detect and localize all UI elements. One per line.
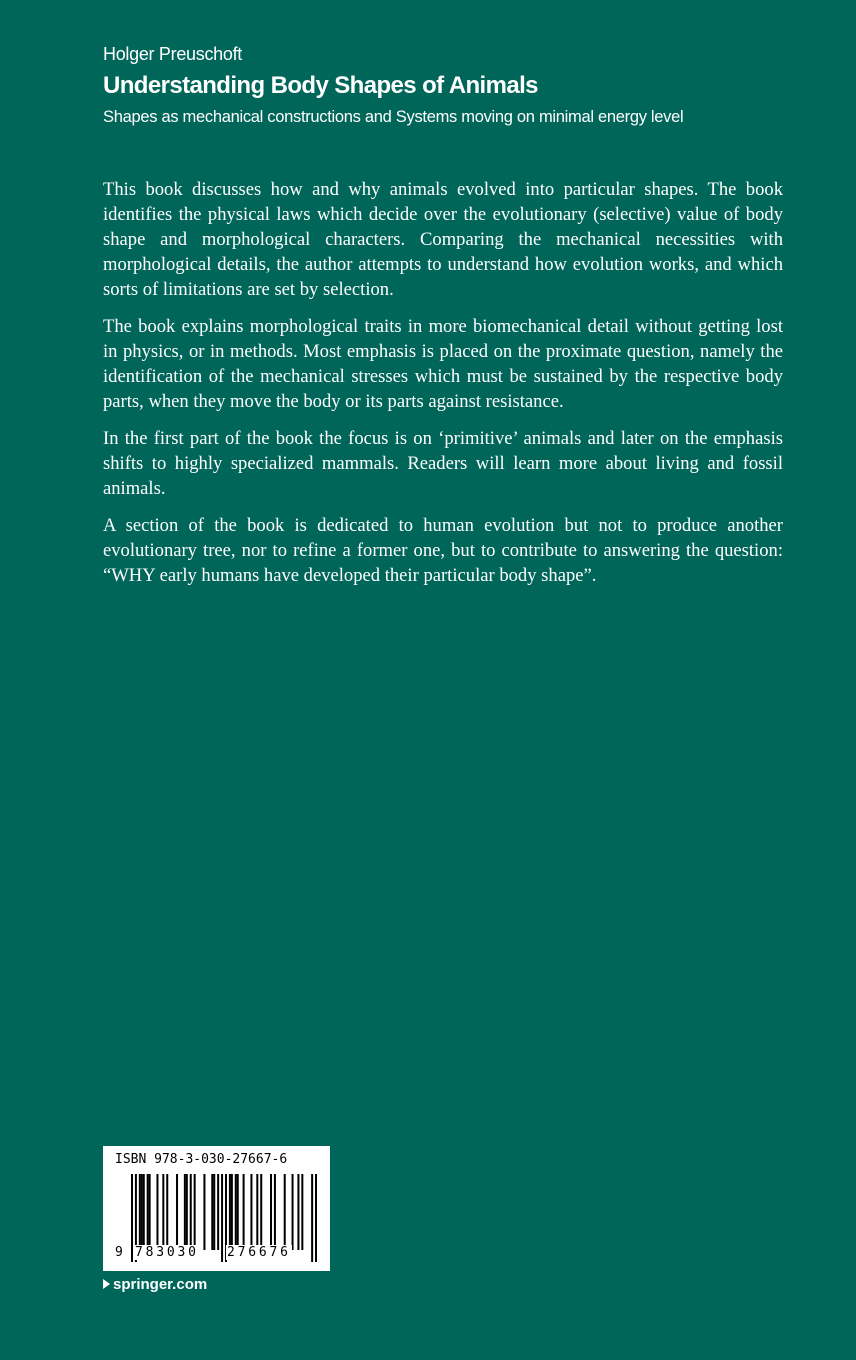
blurb-paragraph: In the first part of the book the focus is on ‘primitive’ animals and later on the emphasis shifts to highly specialized mammals. Readers will learn more about living and fossil animals. — [103, 428, 783, 499]
barcode-left-digits: 783030 — [135, 1245, 199, 1260]
barcode-bar — [211, 1174, 213, 1250]
blurb — [103, 177, 783, 600]
author-name: Holger Preuschoft — [103, 44, 242, 64]
publisher-url: springer.com — [113, 1276, 208, 1293]
play-arrow-icon — [103, 1279, 110, 1289]
barcode-bar — [194, 1174, 196, 1250]
barcode-bar — [149, 1174, 151, 1250]
book-title: Understanding Body Shapes of Animals — [103, 72, 538, 99]
blurb-paragraph: This book discusses how and why animals evolved into particular shapes. The book identifies the physical laws which decide over the evolutionary (selective) value of body shape and morphological characters. Comparing the mechanical necessities with morphological details, the author attempts to understand how evolution works, and which sorts of limitations are set by selection. — [103, 179, 783, 300]
barcode-bar — [217, 1174, 219, 1250]
barcode-bar — [297, 1174, 299, 1250]
barcode-bar — [131, 1174, 133, 1262]
barcode-bar — [162, 1174, 164, 1250]
barcode-bar — [243, 1174, 245, 1250]
barcode-bar — [203, 1174, 205, 1250]
barcode-bar — [143, 1174, 145, 1250]
barcode-bar — [315, 1174, 317, 1262]
barcode-bar — [311, 1174, 313, 1262]
barcode-bar — [166, 1174, 168, 1250]
barcode-bar — [176, 1174, 178, 1250]
barcode-right-digits: 276676 — [227, 1245, 291, 1260]
barcode-bar — [292, 1174, 294, 1250]
barcode-first-digit: 9 — [115, 1245, 123, 1260]
isbn-label: ISBN 978-3-030-27667-6 — [115, 1152, 288, 1167]
isbn-barcode-box — [103, 1146, 330, 1271]
barcode-bar — [235, 1174, 237, 1250]
barcode-bar — [274, 1174, 276, 1250]
blurb-paragraph: The book explains morphological traits in more biomechanical detail without getting lost in physics, or in methods. Most emphasis is placed on the proximate question, namely the identification of the mechanical stresses which must be sustained by the respective body parts, when they move the body or its parts against resistance. — [103, 316, 783, 412]
barcode-bar — [186, 1174, 188, 1250]
barcode-bar — [237, 1174, 239, 1250]
barcode-bar — [231, 1174, 233, 1250]
barcode-bar — [221, 1174, 223, 1262]
publisher-link[interactable] — [103, 1276, 207, 1293]
barcode-bar — [190, 1174, 192, 1250]
barcode-bar — [284, 1174, 286, 1250]
barcode-bar — [184, 1174, 186, 1250]
book-subtitle: Shapes as mechanical constructions and Systems moving on minimal energy level — [103, 108, 684, 126]
barcode-bar — [250, 1174, 252, 1250]
barcode-bar — [141, 1174, 143, 1250]
barcode-bar — [301, 1174, 303, 1250]
barcode-bar — [260, 1174, 262, 1250]
barcode-bar — [213, 1174, 215, 1250]
barcode-bar — [256, 1174, 258, 1250]
barcode-bar — [270, 1174, 272, 1250]
barcode-bar — [156, 1174, 158, 1250]
barcode-bar — [229, 1174, 231, 1250]
barcode-bar — [147, 1174, 149, 1250]
blurb-paragraph: A section of the book is dedicated to human evolution but not to produce another evolutionary tree, nor to refine a former one, but to contribute to answering the question: “WHY early humans have developed their particular body shape”. — [103, 515, 783, 586]
barcode-bar — [139, 1174, 141, 1250]
